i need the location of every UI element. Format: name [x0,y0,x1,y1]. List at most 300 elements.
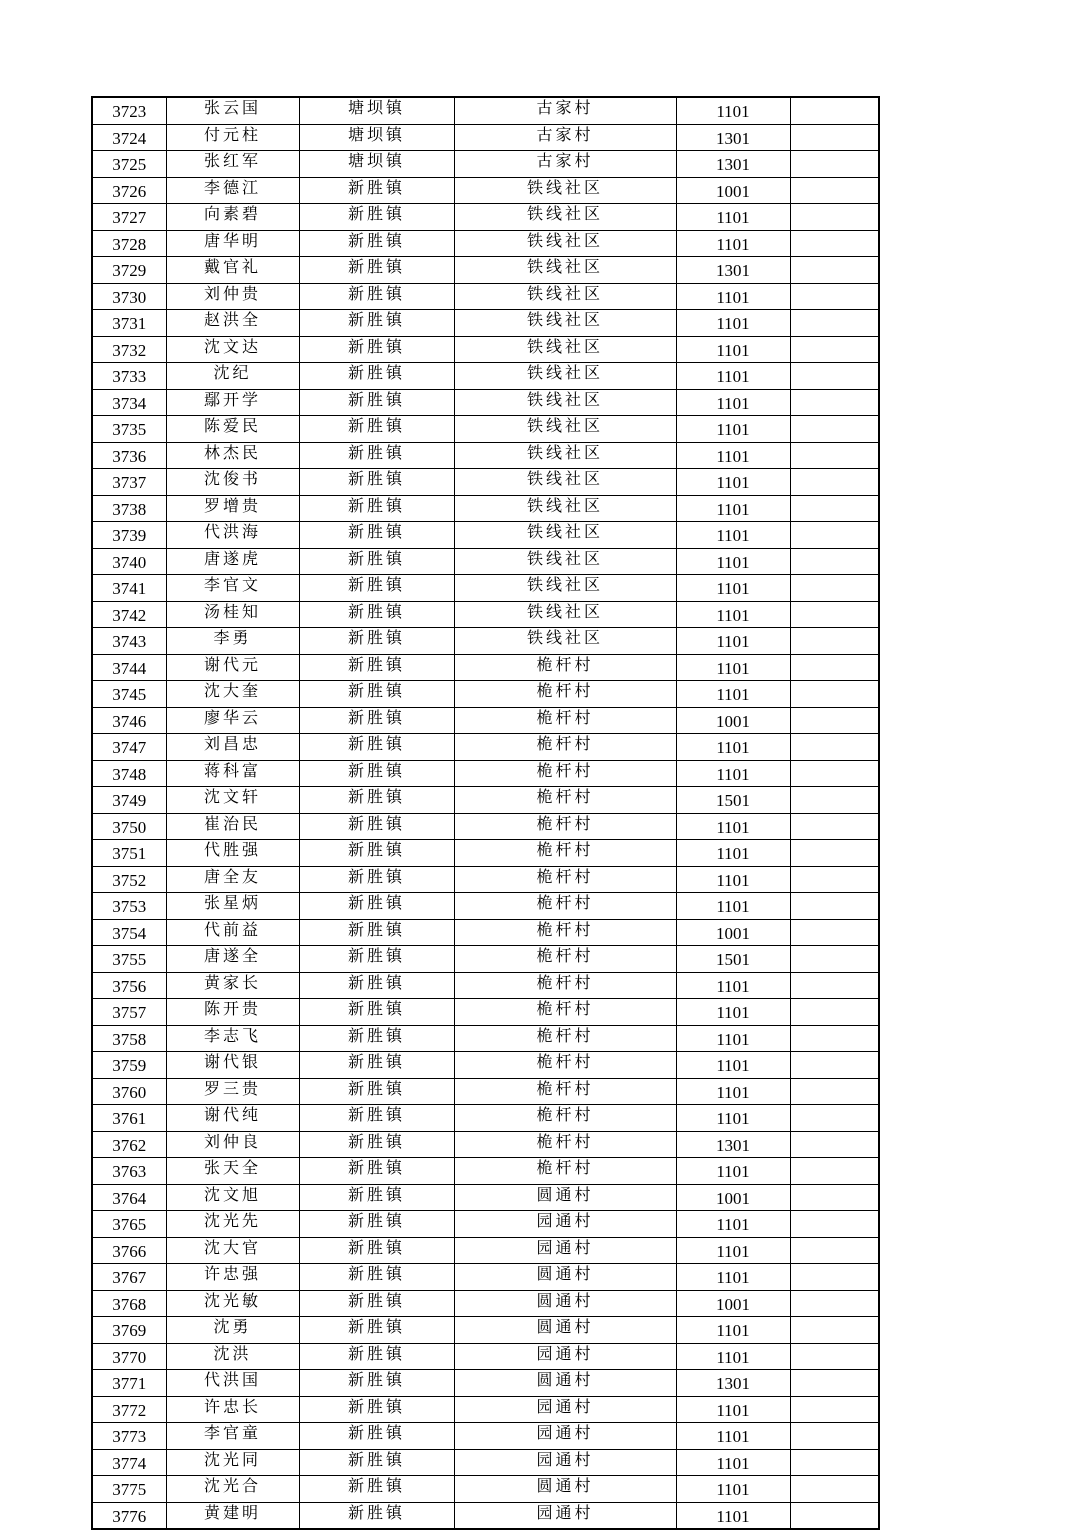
cell-id: 3758 [92,1025,166,1052]
table-row [92,336,879,363]
cell-note [790,522,879,549]
cell-name: 沈文轩 [166,787,299,814]
cell-note [790,1423,879,1450]
cell-village: 桅杆村 [454,840,676,867]
cell-village: 铁线社区 [454,177,676,204]
cell-code: 1101 [676,734,790,761]
cell-village: 桅杆村 [454,1131,676,1158]
cell-id: 3748 [92,760,166,787]
table-row [92,1476,879,1503]
cell-note [790,681,879,708]
cell-name: 廖华云 [166,707,299,734]
cell-note [790,1449,879,1476]
cell-id: 3755 [92,946,166,973]
cell-town: 新胜镇 [299,1078,454,1105]
table-row [92,734,879,761]
cell-town: 新胜镇 [299,1211,454,1238]
cell-town: 新胜镇 [299,813,454,840]
cell-code: 1101 [676,654,790,681]
cell-id: 3728 [92,230,166,257]
table-row [92,1396,879,1423]
cell-id: 3737 [92,469,166,496]
cell-code: 1101 [676,813,790,840]
cell-id: 3763 [92,1158,166,1185]
table-row [92,548,879,575]
table-row [92,1343,879,1370]
cell-village: 铁线社区 [454,363,676,390]
cell-name: 李志飞 [166,1025,299,1052]
cell-name: 戴官礼 [166,257,299,284]
table-row [92,575,879,602]
cell-note [790,866,879,893]
cell-code: 1101 [676,1449,790,1476]
cell-town: 新胜镇 [299,1317,454,1344]
cell-name: 向素碧 [166,204,299,231]
cell-code: 1101 [676,469,790,496]
cell-name: 罗三贵 [166,1078,299,1105]
cell-note [790,336,879,363]
cell-code: 1101 [676,601,790,628]
cell-village: 铁线社区 [454,283,676,310]
cell-note [790,813,879,840]
cell-code: 1101 [676,416,790,443]
cell-town: 新胜镇 [299,1158,454,1185]
cell-note [790,363,879,390]
cell-village: 园通村 [454,1396,676,1423]
cell-village: 园通村 [454,1423,676,1450]
cell-town: 新胜镇 [299,760,454,787]
cell-village: 桅杆村 [454,866,676,893]
cell-note [790,1317,879,1344]
cell-town: 新胜镇 [299,1131,454,1158]
cell-code: 1101 [676,442,790,469]
cell-name: 代洪国 [166,1370,299,1397]
cell-name: 代前益 [166,919,299,946]
cell-id: 3773 [92,1423,166,1450]
cell-code: 1101 [676,336,790,363]
cell-id: 3736 [92,442,166,469]
cell-village: 铁线社区 [454,628,676,655]
cell-town: 新胜镇 [299,1476,454,1503]
cell-name: 许忠强 [166,1264,299,1291]
cell-code: 1001 [676,707,790,734]
cell-id: 3740 [92,548,166,575]
cell-note [790,628,879,655]
cell-village: 圆通村 [454,1290,676,1317]
cell-id: 3769 [92,1317,166,1344]
cell-code: 1101 [676,1317,790,1344]
cell-note [790,1052,879,1079]
cell-village: 圆通村 [454,1476,676,1503]
cell-name: 赵洪全 [166,310,299,337]
cell-code: 1001 [676,919,790,946]
cell-note [790,495,879,522]
cell-name: 沈文达 [166,336,299,363]
cell-id: 3753 [92,893,166,920]
cell-id: 3762 [92,1131,166,1158]
cell-code: 1501 [676,787,790,814]
table-row [92,1105,879,1132]
cell-village: 铁线社区 [454,230,676,257]
cell-town: 新胜镇 [299,601,454,628]
cell-village: 桅杆村 [454,1158,676,1185]
cell-name: 沈文旭 [166,1184,299,1211]
table-row [92,257,879,284]
cell-town: 新胜镇 [299,840,454,867]
cell-code: 1101 [676,999,790,1026]
cell-note [790,1264,879,1291]
cell-note [790,1211,879,1238]
cell-note [790,840,879,867]
cell-id: 3747 [92,734,166,761]
cell-code: 1301 [676,1131,790,1158]
cell-code: 1301 [676,1370,790,1397]
cell-note [790,442,879,469]
cell-name: 蒋科富 [166,760,299,787]
cell-town: 塘坝镇 [299,97,454,124]
cell-village: 桅杆村 [454,760,676,787]
cell-name: 沈光先 [166,1211,299,1238]
cell-id: 3726 [92,177,166,204]
cell-note [790,999,879,1026]
cell-note [790,972,879,999]
cell-code: 1101 [676,1078,790,1105]
cell-village: 园通村 [454,1502,676,1529]
cell-name: 沈纪 [166,363,299,390]
cell-code: 1101 [676,363,790,390]
cell-town: 新胜镇 [299,1264,454,1291]
table-row [92,1131,879,1158]
cell-id: 3746 [92,707,166,734]
cell-village: 桅杆村 [454,813,676,840]
cell-note [790,1131,879,1158]
cell-note [790,1343,879,1370]
cell-name: 李官童 [166,1423,299,1450]
cell-village: 圆通村 [454,1184,676,1211]
cell-name: 刘昌忠 [166,734,299,761]
cell-code: 1001 [676,1184,790,1211]
table-row [92,999,879,1026]
cell-code: 1101 [676,681,790,708]
cell-id: 3749 [92,787,166,814]
cell-town: 新胜镇 [299,257,454,284]
cell-village: 铁线社区 [454,204,676,231]
cell-code: 1101 [676,1502,790,1529]
cell-id: 3766 [92,1237,166,1264]
table-row [92,707,879,734]
cell-note [790,654,879,681]
cell-village: 古家村 [454,124,676,151]
cell-id: 3729 [92,257,166,284]
spreadsheet-page [91,96,880,1530]
cell-id: 3776 [92,1502,166,1529]
cell-id: 3732 [92,336,166,363]
table-row [92,151,879,178]
table-row [92,97,879,124]
table-row [92,1052,879,1079]
table-row [92,310,879,337]
cell-note [790,734,879,761]
cell-id: 3739 [92,522,166,549]
cell-name: 沈俊书 [166,469,299,496]
cell-note [790,1476,879,1503]
cell-town: 新胜镇 [299,866,454,893]
cell-name: 张天全 [166,1158,299,1185]
cell-village: 桅杆村 [454,654,676,681]
cell-village: 桅杆村 [454,919,676,946]
cell-name: 陈爱民 [166,416,299,443]
cell-village: 铁线社区 [454,442,676,469]
cell-town: 新胜镇 [299,548,454,575]
cell-id: 3745 [92,681,166,708]
cell-town: 新胜镇 [299,707,454,734]
cell-note [790,1158,879,1185]
table-row [92,1211,879,1238]
cell-note [790,1078,879,1105]
cell-code: 1101 [676,866,790,893]
cell-name: 代洪海 [166,522,299,549]
cell-id: 3761 [92,1105,166,1132]
cell-code: 1101 [676,495,790,522]
cell-town: 新胜镇 [299,893,454,920]
cell-village: 铁线社区 [454,575,676,602]
cell-note [790,469,879,496]
table-row [92,1078,879,1105]
cell-name: 李德江 [166,177,299,204]
cell-name: 李官文 [166,575,299,602]
cell-name: 沈洪 [166,1343,299,1370]
cell-code: 1101 [676,548,790,575]
cell-note [790,601,879,628]
cell-village: 桅杆村 [454,1078,676,1105]
table-row [92,919,879,946]
cell-code: 1101 [676,1476,790,1503]
cell-id: 3742 [92,601,166,628]
cell-note [790,575,879,602]
table-row [92,787,879,814]
cell-name: 鄢开学 [166,389,299,416]
cell-name: 汤桂知 [166,601,299,628]
cell-village: 桅杆村 [454,1052,676,1079]
cell-village: 铁线社区 [454,416,676,443]
cell-name: 沈大官 [166,1237,299,1264]
table-row [92,893,879,920]
roster-table [91,96,880,1530]
cell-name: 沈光敏 [166,1290,299,1317]
cell-id: 3765 [92,1211,166,1238]
cell-town: 新胜镇 [299,495,454,522]
cell-name: 唐遂全 [166,946,299,973]
cell-name: 谢代银 [166,1052,299,1079]
cell-code: 1101 [676,760,790,787]
cell-code: 1101 [676,1052,790,1079]
cell-village: 铁线社区 [454,469,676,496]
table-row [92,469,879,496]
cell-id: 3757 [92,999,166,1026]
cell-town: 新胜镇 [299,1237,454,1264]
cell-note [790,389,879,416]
cell-code: 1101 [676,204,790,231]
cell-town: 新胜镇 [299,1370,454,1397]
cell-code: 1101 [676,1264,790,1291]
table-row [92,840,879,867]
cell-code: 1101 [676,575,790,602]
roster-table-body [92,97,879,1529]
cell-code: 1101 [676,1423,790,1450]
cell-name: 陈开贵 [166,999,299,1026]
table-row [92,230,879,257]
table-row [92,1264,879,1291]
cell-town: 新胜镇 [299,416,454,443]
cell-note [790,1105,879,1132]
cell-note [790,1025,879,1052]
cell-id: 3725 [92,151,166,178]
cell-id: 3770 [92,1343,166,1370]
cell-code: 1101 [676,389,790,416]
cell-town: 新胜镇 [299,230,454,257]
cell-code: 1101 [676,1237,790,1264]
cell-village: 铁线社区 [454,336,676,363]
cell-town: 新胜镇 [299,575,454,602]
table-row [92,1449,879,1476]
cell-village: 园通村 [454,1343,676,1370]
cell-village: 桅杆村 [454,1025,676,1052]
cell-code: 1001 [676,1290,790,1317]
cell-town: 新胜镇 [299,1025,454,1052]
cell-code: 1101 [676,283,790,310]
cell-village: 铁线社区 [454,548,676,575]
cell-id: 3750 [92,813,166,840]
cell-note [790,1502,879,1529]
table-row [92,1237,879,1264]
cell-town: 新胜镇 [299,919,454,946]
cell-name: 张云国 [166,97,299,124]
cell-name: 崔治民 [166,813,299,840]
cell-code: 1101 [676,1105,790,1132]
cell-note [790,1290,879,1317]
cell-code: 1301 [676,124,790,151]
cell-note [790,1237,879,1264]
cell-id: 3738 [92,495,166,522]
cell-name: 罗增贵 [166,495,299,522]
cell-id: 3772 [92,1396,166,1423]
cell-village: 古家村 [454,97,676,124]
table-row [92,283,879,310]
table-row [92,495,879,522]
cell-note [790,97,879,124]
cell-town: 新胜镇 [299,734,454,761]
cell-name: 许忠长 [166,1396,299,1423]
cell-id: 3741 [92,575,166,602]
cell-town: 新胜镇 [299,681,454,708]
cell-code: 1101 [676,1396,790,1423]
cell-note [790,283,879,310]
cell-code: 1101 [676,230,790,257]
table-row [92,522,879,549]
cell-note [790,1184,879,1211]
cell-name: 唐遂虎 [166,548,299,575]
cell-code: 1101 [676,1211,790,1238]
cell-town: 新胜镇 [299,999,454,1026]
cell-town: 塘坝镇 [299,151,454,178]
cell-note [790,707,879,734]
cell-code: 1101 [676,310,790,337]
cell-id: 3764 [92,1184,166,1211]
cell-id: 3733 [92,363,166,390]
cell-name: 代胜强 [166,840,299,867]
cell-id: 3756 [92,972,166,999]
cell-name: 沈大奎 [166,681,299,708]
cell-village: 桅杆村 [454,787,676,814]
table-row [92,681,879,708]
cell-village: 圆通村 [454,1370,676,1397]
cell-code: 1301 [676,151,790,178]
cell-code: 1001 [676,177,790,204]
cell-village: 铁线社区 [454,389,676,416]
cell-note [790,893,879,920]
cell-town: 新胜镇 [299,469,454,496]
cell-name: 林杰民 [166,442,299,469]
cell-town: 新胜镇 [299,363,454,390]
cell-village: 铁线社区 [454,495,676,522]
cell-town: 新胜镇 [299,1105,454,1132]
cell-town: 新胜镇 [299,442,454,469]
cell-town: 新胜镇 [299,1449,454,1476]
cell-town: 新胜镇 [299,1423,454,1450]
cell-town: 新胜镇 [299,522,454,549]
cell-note [790,151,879,178]
table-row [92,1370,879,1397]
table-row [92,1158,879,1185]
cell-town: 新胜镇 [299,1052,454,1079]
cell-name: 沈光合 [166,1476,299,1503]
cell-town: 新胜镇 [299,628,454,655]
cell-note [790,177,879,204]
cell-town: 新胜镇 [299,946,454,973]
cell-town: 新胜镇 [299,310,454,337]
cell-village: 桅杆村 [454,946,676,973]
cell-village: 桅杆村 [454,972,676,999]
cell-town: 新胜镇 [299,336,454,363]
cell-town: 新胜镇 [299,787,454,814]
cell-id: 3759 [92,1052,166,1079]
cell-village: 桅杆村 [454,1105,676,1132]
cell-note [790,124,879,151]
cell-name: 谢代纯 [166,1105,299,1132]
cell-name: 刘仲良 [166,1131,299,1158]
cell-village: 圆通村 [454,1317,676,1344]
table-row [92,654,879,681]
cell-village: 园通村 [454,1449,676,1476]
cell-code: 1101 [676,628,790,655]
table-row [92,972,879,999]
cell-note [790,310,879,337]
cell-name: 付元柱 [166,124,299,151]
cell-name: 谢代元 [166,654,299,681]
table-row [92,416,879,443]
table-row [92,1317,879,1344]
cell-id: 3760 [92,1078,166,1105]
cell-id: 3723 [92,97,166,124]
table-row [92,1184,879,1211]
cell-name: 黄建明 [166,1502,299,1529]
cell-note [790,1370,879,1397]
cell-id: 3752 [92,866,166,893]
cell-note [790,416,879,443]
table-row [92,760,879,787]
cell-note [790,787,879,814]
table-row [92,813,879,840]
